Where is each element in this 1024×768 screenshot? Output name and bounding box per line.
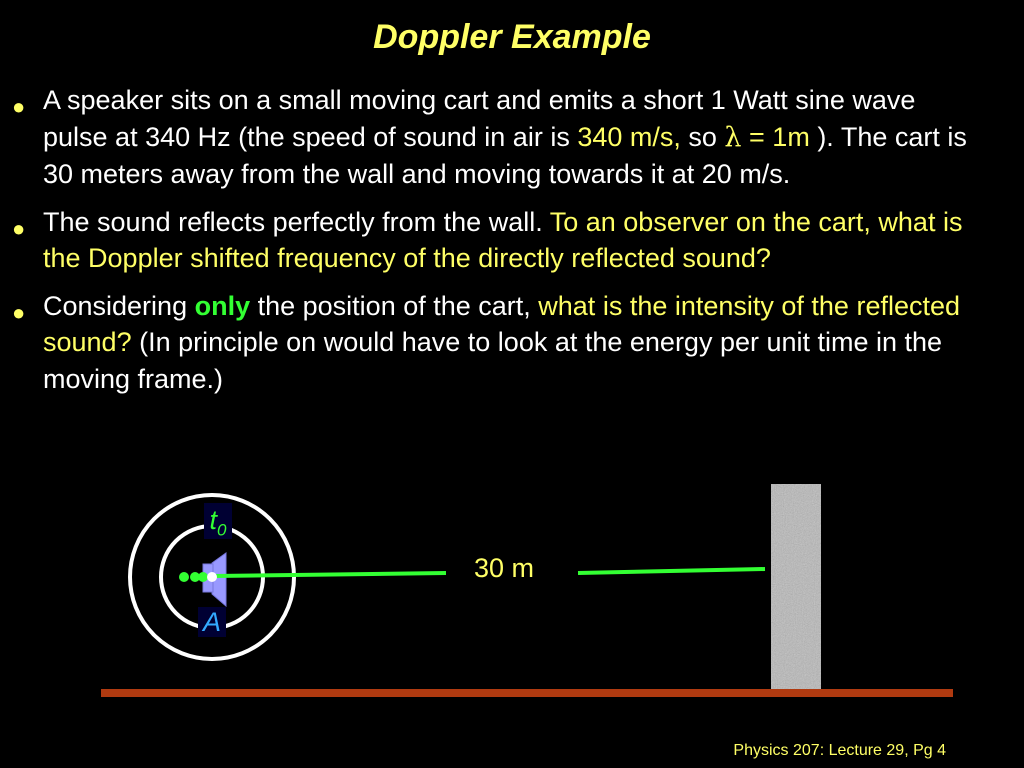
bullet-3-only: only — [194, 290, 251, 321]
wall-texture — [771, 484, 821, 690]
cart-wheel-icon — [198, 572, 208, 582]
doppler-diagram — [0, 480, 1024, 720]
cart-wheel-icon — [179, 572, 189, 582]
cart-center-icon — [207, 572, 217, 582]
bullet-icon: ● — [12, 215, 26, 241]
time-label-subscript: 0 — [217, 520, 227, 540]
slide-title: Doppler Example — [373, 18, 651, 56]
bullet-1-rest: ). The cart is 30 meters away from the wall and moving towards it at 20 m/s. — [43, 121, 967, 189]
bullet-2-question: To an observer on the cart, what is the Doppler shifted frequency of the directly reflected sound? — [43, 206, 963, 273]
bullet-3-note: (In principle on would have to look at the energy per unit time in the moving frame.) — [43, 327, 943, 394]
bullet-icon: ● — [12, 299, 26, 325]
lambda-symbol: λ — [724, 121, 742, 153]
time-label-t: t — [209, 505, 218, 535]
bullet-1-wavelength: = 1m — [741, 121, 810, 152]
bullet-2-text: The sound reflects perfectly from the wall. — [43, 206, 550, 237]
point-label: A — [198, 607, 226, 637]
bullet-icon: ● — [12, 94, 26, 119]
distance-label: 30 m — [474, 553, 535, 583]
bullet-item-2 — [10, 204, 970, 277]
distance-line-right — [578, 569, 765, 573]
bullet-1-so: so — [680, 121, 725, 152]
bullet-3-question: what is the intensity of the reflected sound? — [43, 290, 961, 357]
bullet-3-middle: the position of the cart, — [250, 290, 539, 321]
bullet-1-speed: 340 m/s, — [577, 121, 681, 152]
footer: Physics 207: Lecture 29, Pg 4 — [733, 742, 946, 759]
bullet-item-1 — [10, 82, 970, 193]
ground-line — [101, 689, 953, 697]
bullet-item-3 — [10, 288, 970, 398]
bullet-3-text: Considering — [43, 290, 195, 321]
time-label — [204, 503, 232, 539]
bullet-1-text: A speaker sits on a small moving cart and emits a short 1 Watt sine wave pulse at 340 Hz (the speed of sound in air is — [43, 85, 916, 152]
bullet-list — [10, 82, 970, 408]
distance-line-left — [213, 573, 446, 576]
